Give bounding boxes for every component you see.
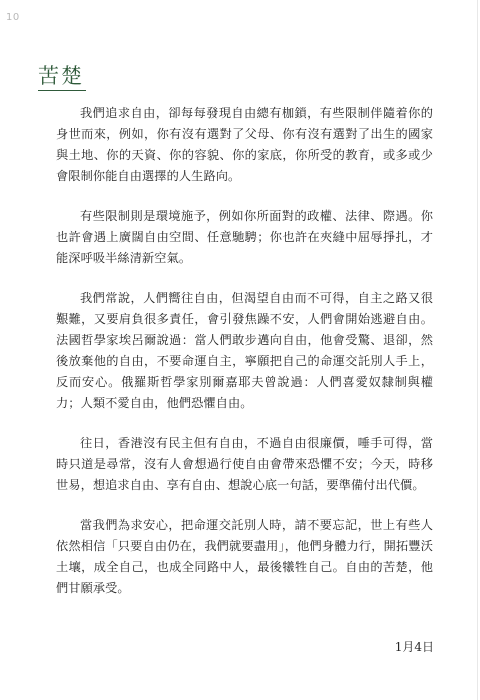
paragraph-2: 有些限制則是環境施予，例如你所面對的政權、法律、際遇。你也許會遇上廣闊自由空間、任意馳騁；你也許在夾縫中屈辱掙扎，才能深呼吸半絲清新空氣。 [56,209,433,265]
page-edge-divider [477,0,478,700]
page-number: 10 [6,12,20,23]
article-body [56,103,433,618]
entry-date: 1月4日 [394,640,434,654]
paragraph-5: 當我們為求安心，把命運交託別人時，請不要忘記，世上有些人依然相信「只要自由仍在，我們就要盡用」，他們身體力行，開拓豐沃土壤，成全自己，也成全同路中人，最後犧牲自己。自由的苦楚，他們甘願承受。 [56,518,433,595]
paragraph-3: 我們常說，人們嚮往自由，但渴望自由而不可得，自主之路又很艱難，又要肩負很多責任，會引發焦躁不安，人們會開始逃避自由。法國哲學家埃呂爾說過：當人們敢步邁向自由，他會受驚、退卻，然後放棄他的自由，不要命運自主，寧願把自己的命運交託別人手上，反而安心。俄羅斯哲學家別爾嘉耶夫曾說過：人們喜愛奴隸制與權力；人類不愛自由，他們恐懼自由。 [56,291,433,410]
page-title: 苦楚 [38,64,84,89]
paragraph-1: 我們追求自由，卻每每發現自由總有枷鎖，有些限制伴隨着你的身世而來，例如，你有沒有選對了父母、你有沒有選對了出生的國家與土地、你的天資、你的容貌、你的家底，你所受的教育，或多或少會限制你能自由選擇的人生路向。 [56,106,433,183]
title-underline [38,90,86,91]
paragraph-4: 往日，香港沒有民主但有自由，不過自由很廉價，唾手可得，當時只道是尋常，沒有人會想過行使自由會帶來恐懼不安；今天，時移世易，想追求自由、享有自由、想說心底一句話，要準備付出代價。 [56,436,433,492]
